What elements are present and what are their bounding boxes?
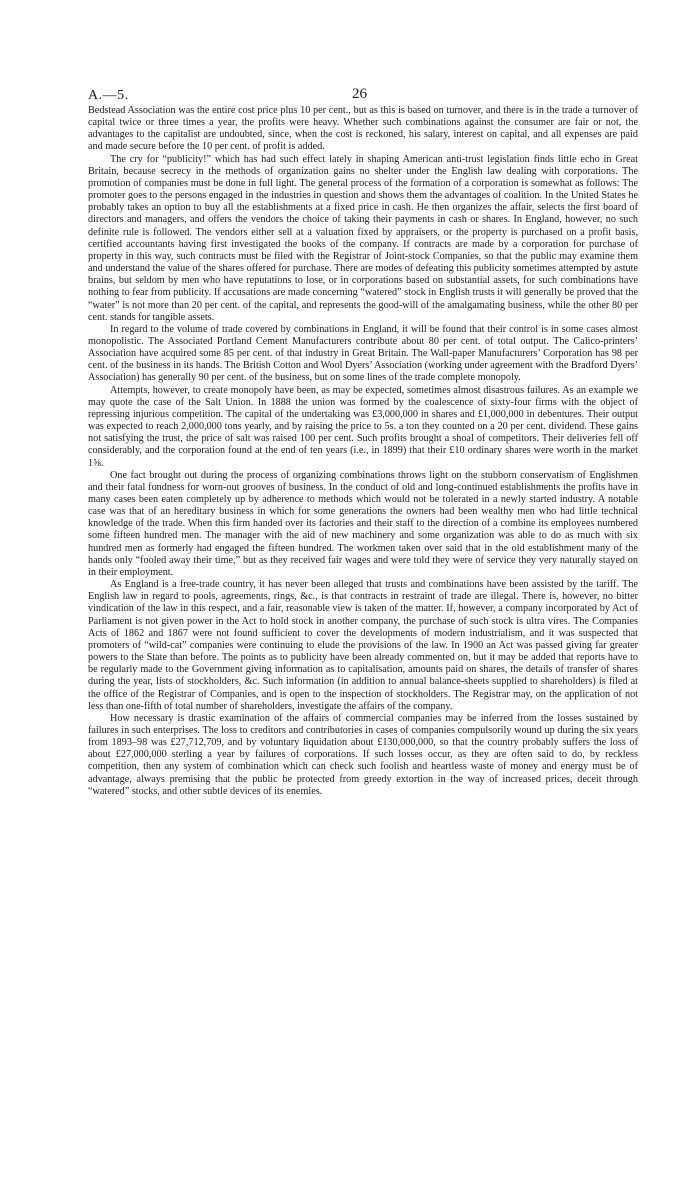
paragraph: Attempts, however, to create monopoly have been, as may be expected, sometimes almost disastrous failures. As an example we may quote the case of the Salt Union. In 1888 the union was formed by the coalescence of sixty-four firms with the object of repressing injurious competition. The capital of the undertaking was £3,000,000 in shares and £1,000,000 in debentures. Their output was expected to reach 2,000,000 tons yearly, and by raising the price to 5s. a ton they counted on a 20 per cent. dividend. These gains not satisfying the trust, the price of salt was raised 100 per cent. Such profits brought a shoal of competitors. Their deliveries fell off considerably, and the corporation found at the end of ten years (i.e., in 1899) that their £10 ordinary shares were worth in the market 1⅝. <box>88 384 638 469</box>
paragraph: The cry for “publicity!” which has had such effect lately in shaping American anti-trust legislation finds little echo in Great Britain, because secrecy in the methods of organization gains no shelter under the English law dealing with corporations. The promotion of companies must be done in full light. The general process of the formation of a corporation is somewhat as follows: The promoter goes to the persons engaged in the industries in question and shows them the advantages of coalition. In the United States he probably takes an option to buy all the establishments at a fixed price in cash. He then organizes the affair, selects the first board of directors and managers, and offers the vendors the choice of taking their payments in cash or shares. In England, however, no such definite rule is followed. The vendors either sell at a valuation fixed by appraisers, or the property is purchased on a profit basis, certified accountants having first investigated the books of the company. If contracts are made by a corporation for purchase of property in this way, such contracts must be filed with the Registrar of Joint-stock Companies, so that the public may examine them and understand the value of the shares offered for purchase. There are modes of defeating this publicity sometimes attempted by astute brains, but seldom by men who have reputations to lose, or in corporations based on substantial assets, for such combinations have nothing to fear from publicity. If accusations are made concerning “watered” stock in English trusts it will generally be proved that the “water” is not more than 20 per cent. of the capital, and represents the good-will of the amalgamating business, while the other 80 per cent. stands for tangible assets. <box>88 153 638 323</box>
paragraph: One fact brought out during the process of organizing combinations throws light on the stubborn conservatism of Englishmen and their fatal fondness for worn-out grooves of business. In the conduct of old and long-continued establishments the profits have in many cases been eaten completely up by adherence to methods which would not be tolerated in a newly started industry. A notable case was that of an hereditary business in which for some generations the owners had been wealthy men who had little technical knowledge of the trade. When this firm handed over its factories and their staff to the direction of a combine its employees numbered some fifteen hundred men. The manager with the aid of new machinery and some organization was able to do as much with six hundred men as formerly had engaged the fifteen hundred. The workmen taken over said that in the old establishment many of the hands only “fooled away their time,” but as they received fair wages and were told they were of service they very naturally stayed on in their employment. <box>88 469 638 578</box>
paragraph: In regard to the volume of trade covered by combinations in England, it will be found that their control is in some cases almost monopolistic. The Associated Portland Cement Manufacturers contribute about 80 per cent. of total output. The Calico-printers’ Association have acquired some 85 per cent. of that industry in Great Britain. The Wall-paper Manufacturers’ Corporation has 98 per cent. of the business in its hands. The British Cotton and Wool Dyers’ Association (working under agreement with the Bradford Dyers’ Association) has generally 90 per cent. of the business, but on some lines of the trade complete monopoly. <box>88 323 638 384</box>
paragraph: How necessary is drastic examination of the affairs of commercial companies may be inferred from the losses sustained by failures in such enterprises. The loss to creditors and contributories in cases of companies compulsorily wound up during the six years from 1893–98 was £27,712,709, and by voluntary liquidation about £130,000,000, so that the country probably suffers the loss of about £27,000,000 sterling a year by failures of corporations. If such losses occur, as they are often said to do, by reckless competition, then any system of combination which can check such foolish and heartless waste of money and energy must be of advantage, always premising that the public be protected from greedy extortion in the way of increased prices, deceit through “watered” stocks, and other subtle devices of its enemies. <box>88 712 638 797</box>
paragraph: Bedstead Association was the entire cost price plus 10 per cent., but as this is based on turnover, and there is in the trade a turnover of capital twice or three times a year, the profits were heavy. Whether such combinations against the consumer are fair or not, the advantages to the capitalist are undoubted, since, when the cost is reckoned, his salary, interest on capital, and all expenses are paid and made secure before the 10 per cent. of profit is added. <box>88 105 638 153</box>
paragraph: As England is a free-trade country, it has never been alleged that trusts and combinations have been assisted by the tariff. The English law in regard to pools, agreements, rings, &c., is that contracts in restraint of trade are illegal. There is, however, no bitter vindication of the law in this respect, and a fair, reasonable view is taken of the matter. If, however, a company incorporated by Act of Parliament is not given power in the Act to hold stock in another company, the purchase of such stock is ultra vires. The Companies Acts of 1862 and 1867 were not found sufficient to cover the developments of modern industrialism, and it was suspected that promoters of “wild-cat” companies were continuing to elude the provisions of the law. In 1900 an Act was passed giving far greater powers to the State than before. The points as to publicity have been already commented on, but it may be added that reports have to be regularly made to the Government giving information as to capitalisation, amounts paid on shares, the details of transfer of shares during the year, lists of stockholders, &c. Such information (in addition to annual balance-sheets supplied to shareholders) is filed at the office of the Registrar of Companies, and is open to the inspection of stockholders. The Registrar may, on the application of not less than one-fifth of total number of shareholders, investigate the affairs of the company. <box>88 579 638 712</box>
document-reference: A.—5. <box>88 88 129 103</box>
page-number: 26 <box>352 86 367 102</box>
body-text <box>88 105 638 798</box>
